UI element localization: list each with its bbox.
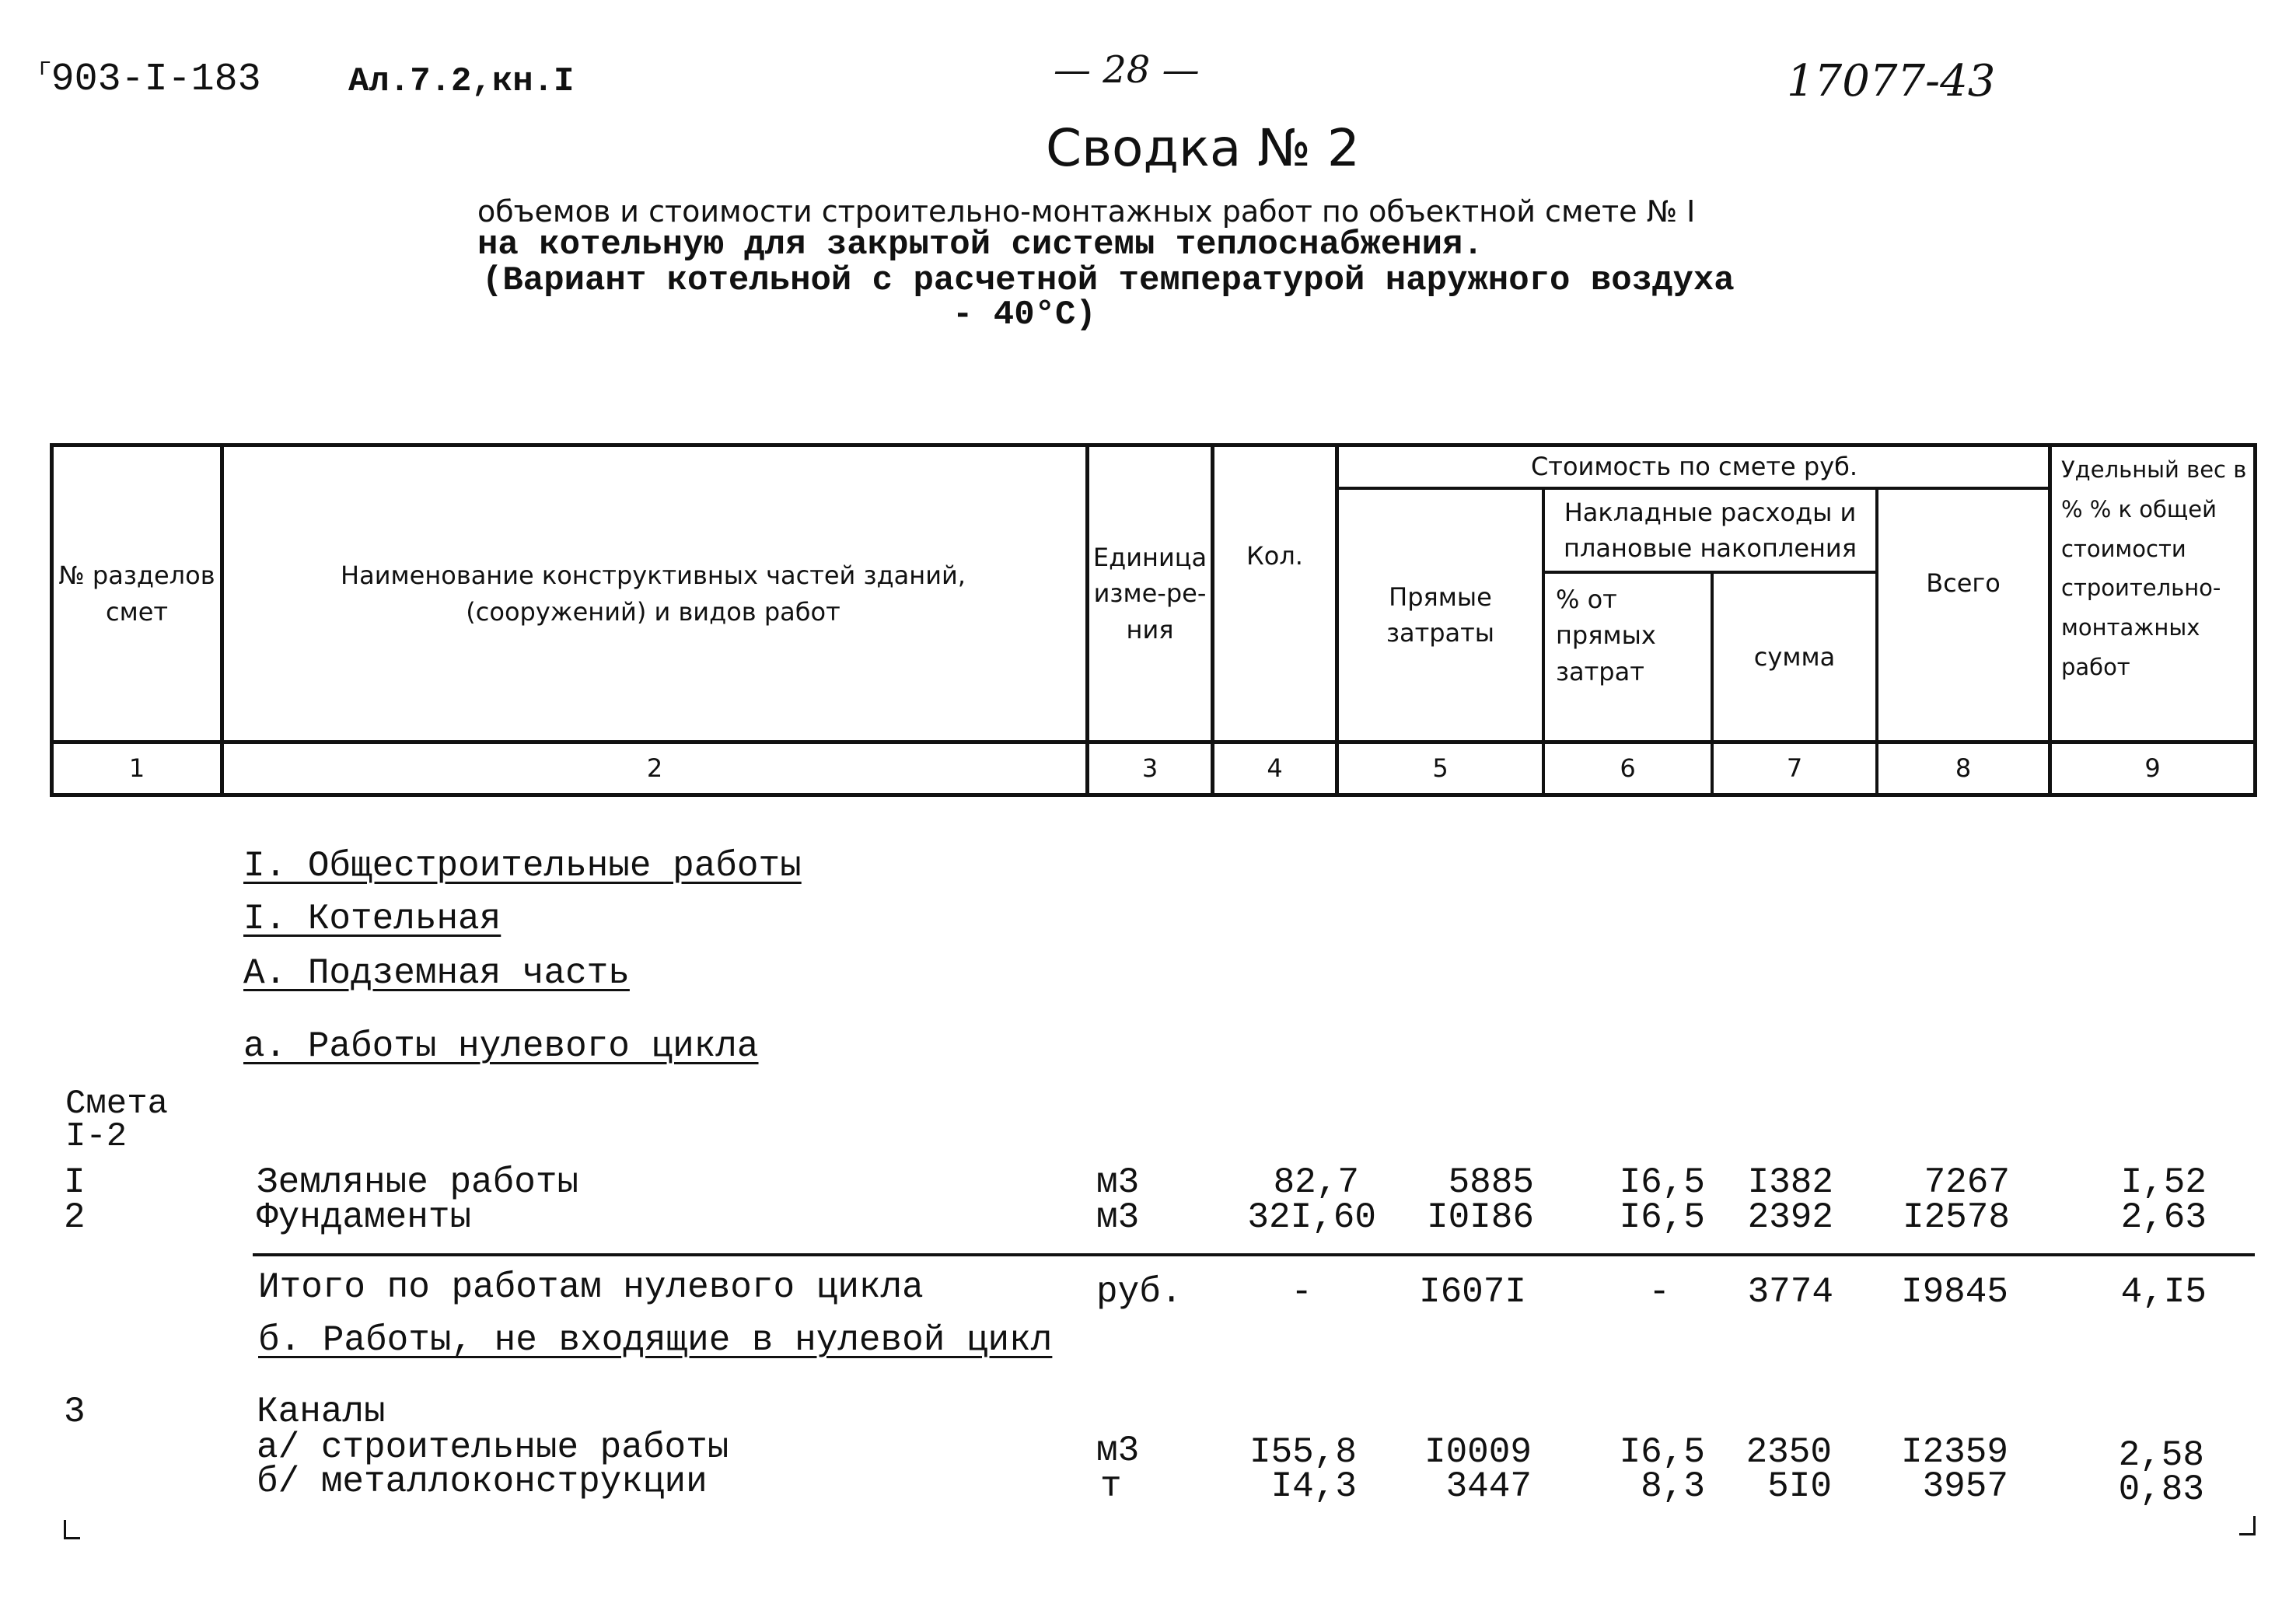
- section-heading-boiler: I. Котельная: [243, 899, 501, 939]
- header-total: Всего: [1926, 568, 2001, 598]
- col-number-1: 1: [128, 753, 145, 784]
- header-cost-group: Стоимость по смете руб.: [1530, 452, 1858, 482]
- header-quantity: Кол.: [1246, 540, 1303, 571]
- section-heading-general: I. Общестроительные работы: [243, 846, 802, 886]
- subtitle-line-4: - 40°С): [952, 295, 1096, 334]
- channels-number: 3: [64, 1392, 86, 1432]
- corner-mark-bottom-left: [64, 1520, 80, 1539]
- col-number-6: 6: [1620, 753, 1636, 784]
- col-number-4: 4: [1267, 753, 1283, 784]
- col-number-5: 5: [1432, 753, 1449, 784]
- header-percent: % от прямых затрат: [1556, 585, 1656, 686]
- estimate-label: Смета I-2: [65, 1085, 169, 1156]
- col-number-2: 2: [646, 753, 663, 784]
- header-unit: Единица изме-ре-ния: [1092, 542, 1207, 645]
- subtitle-line-1: объемов и стоимости строительно-монтажных работ по объектной смете № I: [477, 194, 1696, 229]
- col-number-3: 3: [1141, 753, 1158, 784]
- header-overhead-group: Накладные расходы и плановые накопления: [1564, 497, 1857, 563]
- sheet-number: 17077-43: [1787, 56, 1996, 107]
- col-number-9: 9: [2144, 753, 2161, 784]
- channels-title: Каналы: [257, 1392, 386, 1432]
- header-share: Удельный вес в % % к общей стоимости строительно-монтажных работ: [2061, 456, 2247, 680]
- subtitle-line-2: на котельную для закрытой системы теплоснабжения.: [477, 225, 1483, 264]
- section-heading-non-zero-cycle: б. Работы, не входящие в нулевой цикл: [258, 1320, 1053, 1361]
- header-section-number: № разделов смет: [58, 561, 215, 627]
- col-number-8: 8: [1955, 753, 1972, 784]
- page-number: — 28 —: [1054, 48, 1200, 92]
- subtotal-divider: [253, 1253, 2255, 1256]
- header-sum: сумма: [1753, 641, 1836, 672]
- header-direct-costs: Прямые затраты: [1386, 582, 1495, 648]
- corner-mark-bottom-right: [2239, 1516, 2256, 1535]
- section-heading-zero-cycle: а. Работы нулевого цикла: [243, 1026, 759, 1067]
- subtitle-line-3: (Вариант котельной с расчетной температурой наружного воздуха: [482, 261, 1735, 300]
- album-reference: Ал.7.2,кн.I: [348, 62, 575, 101]
- page-title: Сводка № 2: [1046, 118, 1360, 178]
- col-number-7: 7: [1786, 753, 1803, 784]
- document-code: $^Г$903-I-183: [39, 58, 261, 102]
- section-heading-underground: А. Подземная часть: [243, 953, 630, 994]
- header-name: Наименование конструктивных частей зданий, (сооружений) и видов работ: [341, 561, 966, 627]
